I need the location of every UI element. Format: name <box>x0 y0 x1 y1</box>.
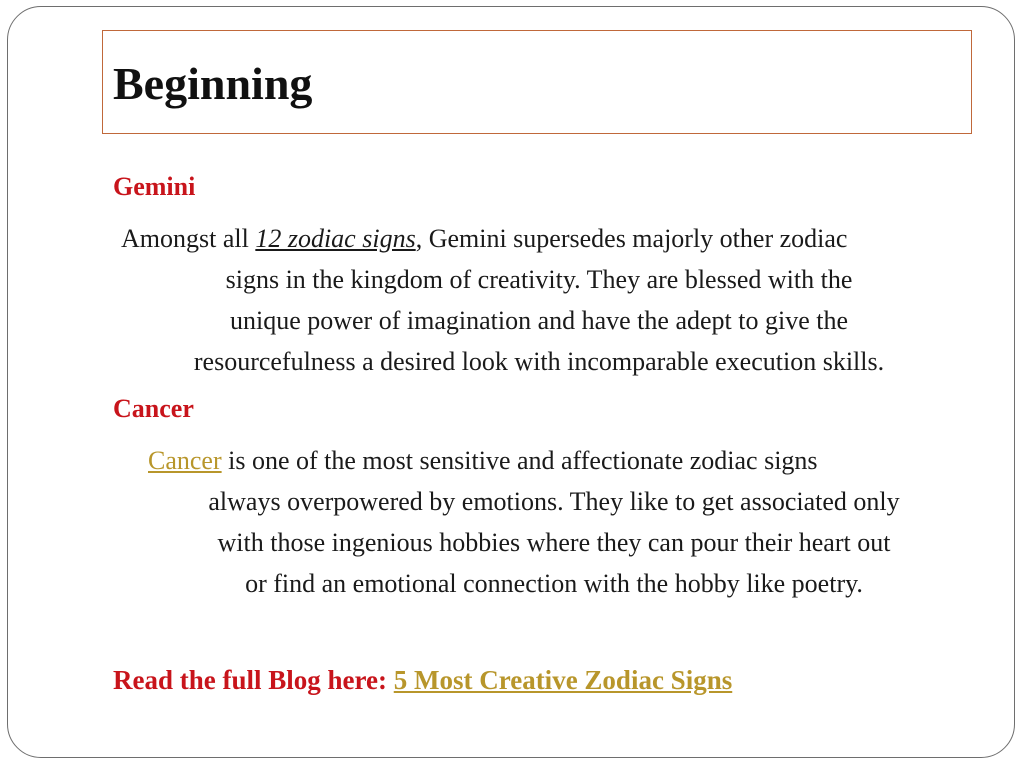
cancer-link[interactable]: Cancer <box>148 446 222 475</box>
blog-link[interactable]: 5 Most Creative Zodiac Signs <box>393 665 733 695</box>
gemini-heading: Gemini <box>113 172 196 201</box>
gemini-line-1-prefix: Amongst all <box>121 224 256 253</box>
cancer-line-3: with those ingenious hobbies where they can pour their heart out <box>217 528 891 557</box>
cancer-heading: Cancer <box>113 394 194 423</box>
read-blog-label: Read the full Blog here: <box>113 665 394 695</box>
cancer-line-2: always overpowered by emotions. They like to get associated only <box>208 487 900 516</box>
cancer-line-1 <box>106 440 1002 481</box>
slide-title: Beginning <box>113 58 313 109</box>
read-blog-footer <box>113 662 732 698</box>
cancer-paragraph <box>106 440 1002 604</box>
cancer-line-1-suffix: is one of the most sensitive and affectionate zodiac signs <box>221 446 818 475</box>
gemini-line-1-suffix: , Gemini supersedes majorly other zodiac <box>415 224 848 253</box>
gemini-line-4: resourcefulness a desired look with incomparable execution skills. <box>193 347 885 376</box>
gemini-paragraph <box>106 218 972 382</box>
gemini-line-1 <box>106 218 972 259</box>
gemini-line-2: signs in the kingdom of creativity. They are blessed with the <box>225 265 853 294</box>
gemini-line-3: unique power of imagination and have the adept to give the <box>229 306 849 335</box>
title-box <box>102 30 972 134</box>
cancer-line-4: or find an emotional connection with the hobby like poetry. <box>245 569 863 598</box>
zodiac-signs-link[interactable]: 12 zodiac signs <box>255 224 416 253</box>
